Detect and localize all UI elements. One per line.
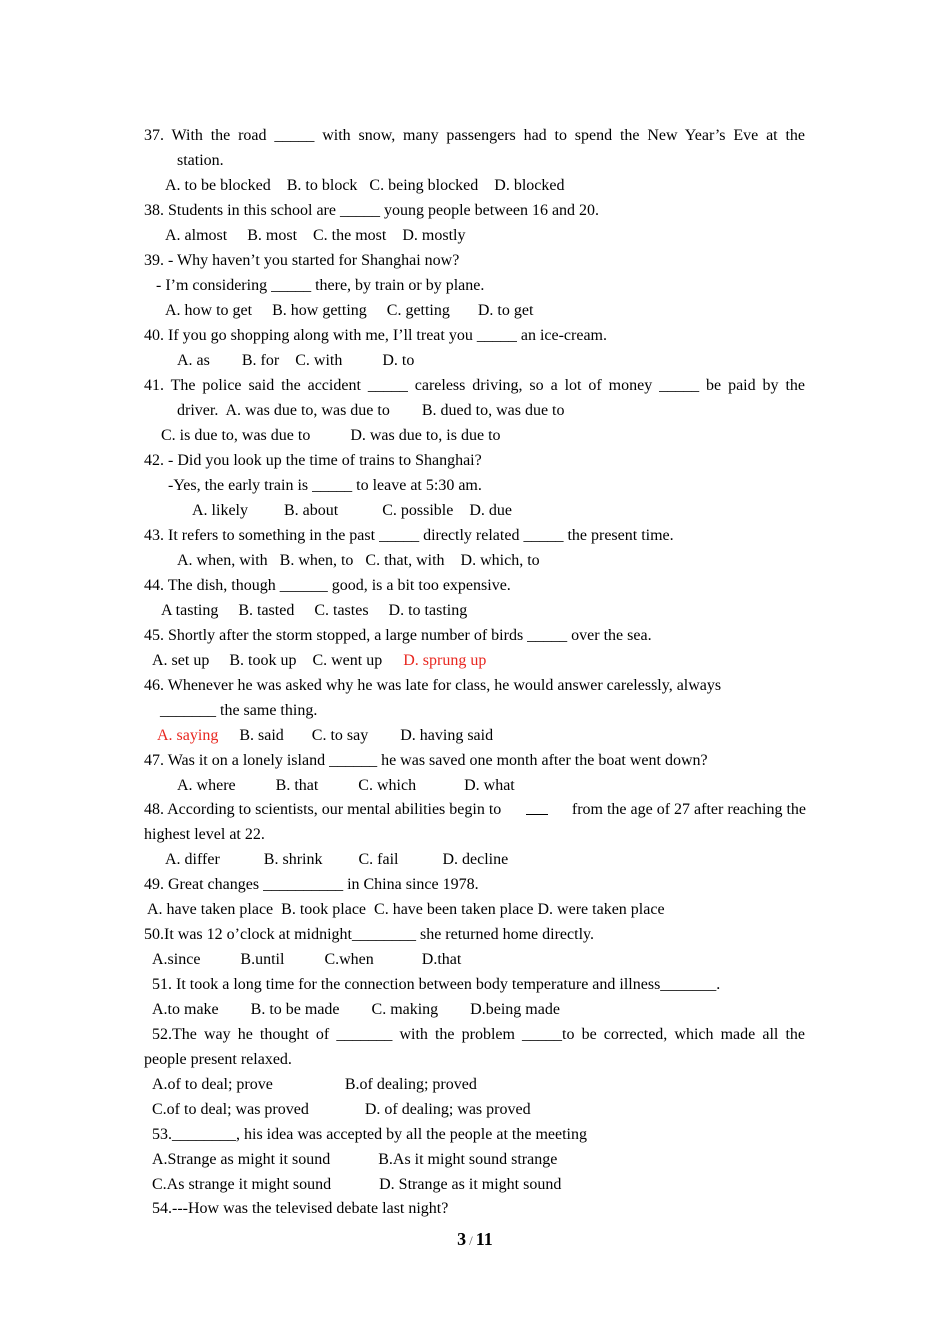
question-53-options-row1: A.Strange as might it sound B.As it might sound strange bbox=[152, 1151, 558, 1168]
question-47-stem: 47. Was it on a lonely island ______ he was saved one month after the boat went down? bbox=[144, 752, 708, 769]
question-44-options: A tasting B. tasted C. tastes D. to tasting bbox=[161, 602, 468, 619]
page-separator: / bbox=[469, 1233, 473, 1248]
question-44-stem: 44. The dish, though ______ good, is a bit too expensive. bbox=[144, 577, 511, 594]
question-51-options: A.to make B. to be made C. making D.being made bbox=[152, 1001, 560, 1018]
question-42-options: A. likely B. about C. possible D. due bbox=[192, 502, 512, 519]
question-39-stem: 39. - Why haven’t you started for Shanghai now? bbox=[144, 252, 460, 269]
question-46-stem: 46. Whenever he was asked why he was late for class, he would answer carelessly, always bbox=[144, 677, 722, 694]
question-43-stem: 43. It refers to something in the past _____ directly related _____ the present time. bbox=[144, 527, 674, 544]
question-45-options bbox=[152, 651, 486, 671]
question-38-options: A. almost B. most C. the most D. mostly bbox=[165, 227, 466, 244]
question-52-options-row1: A.of to deal; prove B.of dealing; proved bbox=[152, 1076, 477, 1093]
question-39-options: A. how to get B. how getting C. getting D. to get bbox=[165, 302, 534, 319]
question-48-stem-cont: highest level at 22. bbox=[144, 826, 265, 843]
page-current: 3 bbox=[457, 1229, 467, 1249]
question-49-options: A. have taken place B. took place C. have been taken place D. were taken place bbox=[147, 901, 665, 918]
question-41-stem: 41. The police said the accident _____ careless driving, so a lot of money _____ be paid by the bbox=[144, 377, 805, 394]
question-54-stem: 54.---How was the televised debate last night? bbox=[152, 1200, 449, 1217]
question-42-stem: 42. - Did you look up the time of trains to Shanghai? bbox=[144, 452, 482, 469]
question-38-stem: 38. Students in this school are _____ young people between 16 and 20. bbox=[144, 202, 600, 219]
question-48-stem-b: from the age of 27 after reaching the bbox=[571, 801, 806, 818]
question-50-options: A.since B.until C.when D.that bbox=[152, 951, 462, 968]
question-45-answer-highlight: D. sprung up bbox=[403, 652, 487, 669]
question-40-options: A. as B. for C. with D. to bbox=[177, 352, 415, 369]
question-40-stem: 40. If you go shopping along with me, I’ll treat you _____ an ice-cream. bbox=[144, 327, 607, 344]
question-48-stem-a: 48. According to scientists, our mental abilities begin to bbox=[144, 801, 502, 818]
question-46-options bbox=[157, 726, 493, 746]
question-39-stem-cont: - I’m considering _____ there, by train or by plane. bbox=[156, 277, 485, 294]
page-number bbox=[0, 1228, 950, 1252]
question-45-options-text: A. set up B. took up C. went up bbox=[152, 652, 383, 669]
question-50-stem: 50.It was 12 o’clock at midnight________ she returned home directly. bbox=[144, 926, 594, 943]
answer-blank bbox=[526, 800, 548, 815]
question-41-options: C. is due to, was due to D. was due to, is due to bbox=[161, 427, 501, 444]
page-total: 11 bbox=[475, 1229, 493, 1249]
question-46-options-text: B. said C. to say D. having said bbox=[239, 727, 494, 744]
question-53-stem: 53.________, his idea was accepted by all the people at the meeting bbox=[152, 1126, 587, 1143]
question-37-options: A. to be blocked B. to block C. being blocked D. blocked bbox=[165, 177, 565, 194]
question-45-stem: 45. Shortly after the storm stopped, a large number of birds _____ over the sea. bbox=[144, 627, 652, 644]
question-37-stem-cont: station. bbox=[177, 152, 224, 169]
question-46-answer-highlight: A. saying bbox=[157, 727, 219, 744]
question-53-options-row2: C.As strange it might sound D. Strange as it might sound bbox=[152, 1176, 562, 1193]
question-48-options: A. differ B. shrink C. fail D. decline bbox=[165, 851, 509, 868]
question-51-stem: 51. It took a long time for the connection between body temperature and illness_______. bbox=[152, 976, 721, 993]
question-37-stem: 37. With the road _____ with snow, many passengers had to spend the New Year’s Eve at the bbox=[144, 127, 805, 144]
question-47-options: A. where B. that C. which D. what bbox=[177, 777, 515, 794]
question-41-stem-cont: driver. A. was due to, was due to B. dued to, was due to bbox=[177, 402, 565, 419]
question-42-stem-cont: -Yes, the early train is _____ to leave at 5:30 am. bbox=[168, 477, 482, 494]
question-52-stem: 52.The way he thought of _______ with the problem _____to be corrected, which made all the bbox=[152, 1026, 805, 1043]
question-46-stem-cont: _______ the same thing. bbox=[160, 702, 318, 719]
question-52-stem-cont: people present relaxed. bbox=[144, 1051, 292, 1068]
question-43-options: A. when, with B. when, to C. that, with D. which, to bbox=[177, 552, 540, 569]
question-48-stem bbox=[144, 800, 806, 820]
question-52-options-row2: C.of to deal; was proved D. of dealing; was proved bbox=[152, 1101, 531, 1118]
question-49-stem: 49. Great changes __________ in China since 1978. bbox=[144, 876, 479, 893]
